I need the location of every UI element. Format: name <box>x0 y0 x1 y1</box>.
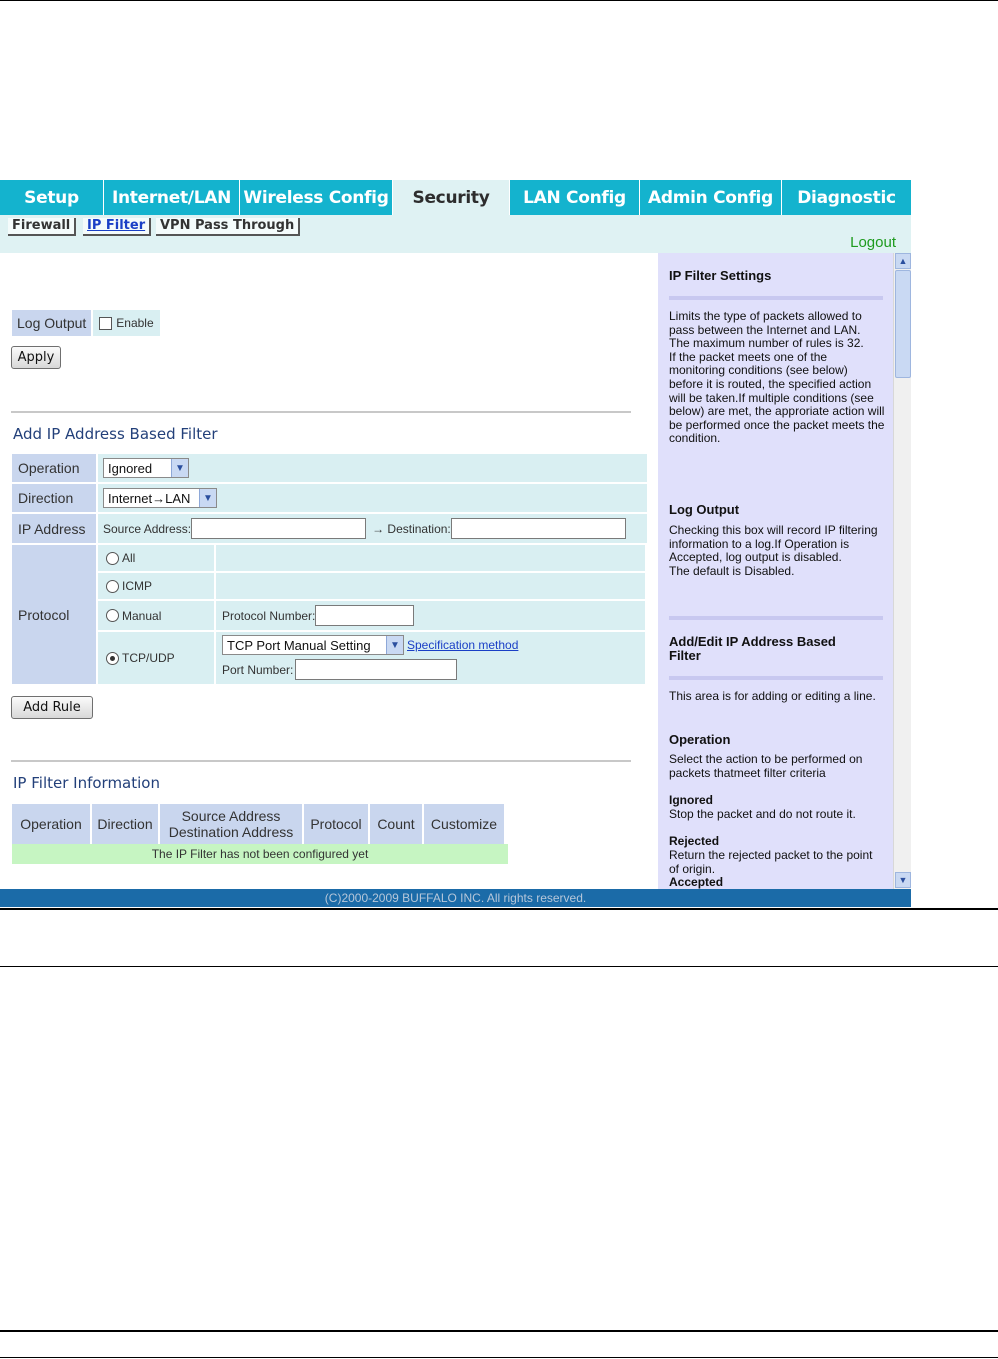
main-content <box>0 253 658 889</box>
chevron-down-icon: ▼ <box>199 489 216 507</box>
bottom-rule-thin <box>0 1357 998 1358</box>
source-address-label: Source Address: <box>103 521 192 536</box>
bottom-rule-thick <box>0 1330 998 1332</box>
tcp-port-setting-select[interactable] <box>222 635 404 655</box>
header-customize: Customize <box>424 804 504 844</box>
help-scrollbar[interactable] <box>893 253 911 889</box>
direction-row <box>12 484 647 512</box>
tab-admin-config[interactable]: Admin Config <box>640 180 782 215</box>
help-divider <box>669 616 883 620</box>
help-pane <box>658 253 893 889</box>
header-count: Count <box>370 804 422 844</box>
help-divider <box>669 676 883 680</box>
add-rule-button[interactable]: Add Rule <box>11 696 93 719</box>
help-rejected-title: Rejected <box>669 834 720 848</box>
destination-label: → Destination: <box>372 521 451 536</box>
scroll-down-icon[interactable]: ▼ <box>895 872 911 888</box>
divider-rule-thin <box>0 966 998 967</box>
protocol-all-label: All <box>122 551 136 565</box>
port-number-input[interactable] <box>295 659 457 680</box>
source-address-input[interactable] <box>191 518 366 539</box>
help-divider <box>669 296 883 300</box>
protocol-manual-label: Manual <box>122 608 162 623</box>
tab-lan-config[interactable]: LAN Config <box>510 180 640 215</box>
chevron-down-icon: ▼ <box>386 636 403 654</box>
scrollbar-thumb[interactable] <box>895 270 911 378</box>
protocol-tcpudp-label: TCP/UDP <box>122 651 175 665</box>
protocol-icmp-cell <box>98 573 214 599</box>
protocol-number-label: Protocol Number: <box>222 608 316 623</box>
ip-filter-empty-message: The IP Filter has not been configured yet <box>12 844 508 864</box>
top-rule <box>0 0 998 1</box>
protocol-manual-cell <box>98 601 214 630</box>
help-operation-text: Select the action to be performed on packets thatmeet filter criteria <box>669 752 863 780</box>
chevron-down-icon: ▼ <box>171 459 188 477</box>
operation-select[interactable] <box>103 458 189 478</box>
subtab-vpn-pass-through[interactable]: VPN Pass Through <box>156 218 300 236</box>
ip-filter-info-title: IP Filter Information <box>13 774 160 792</box>
tcp-settings-cell <box>216 632 645 684</box>
section-divider-1 <box>11 411 631 413</box>
protocol-number-input[interactable] <box>315 605 414 626</box>
ip-address-label: IP Address <box>12 514 96 543</box>
header-direction: Direction <box>92 804 158 844</box>
router-admin-screenshot <box>0 180 911 907</box>
help-add-edit-title: Add/Edit IP Address Based Filter <box>669 634 836 663</box>
help-add-edit-text: This area is for adding or editing a line. <box>669 689 876 703</box>
header-operation: Operation <box>12 804 90 844</box>
help-accepted-title: Accepted <box>669 875 724 889</box>
destination-address-input[interactable] <box>451 518 626 539</box>
specification-method-link[interactable]: Specification method <box>407 638 519 652</box>
section-divider-2 <box>11 760 631 762</box>
help-log-output-text: Checking this box will record IP filtering information to a log.If Operation is Accepted, log output is disabled. The default is Disabled. <box>669 523 878 578</box>
operation-row <box>12 454 647 482</box>
subtab-ip-filter[interactable]: IP Filter <box>83 218 151 236</box>
protocol-all-radio[interactable] <box>106 552 119 565</box>
ip-filter-info-header <box>12 804 504 844</box>
divider-rule-thick <box>0 908 998 910</box>
header-destination-address: Destination Address <box>168 824 294 840</box>
tcp-port-setting-value: TCP Port Manual Setting <box>227 637 371 653</box>
copyright-footer: (C)2000-2009 BUFFALO INC. All rights reserved. <box>0 889 911 907</box>
direction-value-cell <box>98 484 647 512</box>
operation-label: Operation <box>12 454 96 482</box>
tab-setup[interactable]: Setup <box>0 180 104 215</box>
protocol-tcpudp-cell <box>98 632 214 684</box>
help-intro: Limits the type of packets allowed to pass between the Internet and LAN. The maximum number of rules is 32. If the packet meets one of the monitoring conditions (see below) before it is routed, the specified action will be taken.If multiple conditions (see below) are met, the approriate action will be performed once the packet meets the condition. <box>669 309 885 446</box>
apply-button[interactable]: Apply <box>11 346 61 369</box>
sub-tab-bar <box>0 215 911 253</box>
tab-wireless-config[interactable]: Wireless Config <box>240 180 393 215</box>
protocol-all-cell <box>98 545 214 571</box>
ip-address-row <box>12 514 647 543</box>
help-rejected-text: Return the rejected packet to the point of origin. <box>669 848 873 876</box>
main-tab-bar <box>0 180 911 215</box>
protocol-manual-radio[interactable] <box>106 609 119 622</box>
operation-value-cell <box>98 454 647 482</box>
help-operation-title: Operation <box>669 732 731 747</box>
log-output-label: Log Output <box>12 310 91 336</box>
protocol-label-cell-wrap <box>12 545 96 684</box>
log-output-checkbox[interactable] <box>99 317 112 330</box>
operation-select-value: Ignored <box>108 460 153 476</box>
help-ignored-text: Stop the packet and do not route it. <box>669 807 856 821</box>
log-output-enable-cell <box>93 310 159 336</box>
help-log-output-title: Log Output <box>669 502 740 517</box>
direction-select-value: Internet→LAN <box>108 490 191 506</box>
header-source-address: Source Address <box>181 808 281 824</box>
log-output-enable-label: Enable <box>116 316 154 330</box>
protocol-icmp-label: ICMP <box>122 579 152 593</box>
protocol-label: Protocol <box>12 545 96 684</box>
protocol-icmp-radio[interactable] <box>106 580 119 593</box>
subtab-firewall[interactable]: Firewall <box>8 218 76 236</box>
protocol-tcpudp-radio[interactable] <box>106 652 119 665</box>
add-filter-title: Add IP Address Based Filter <box>13 425 218 443</box>
logout-link[interactable]: Logout <box>850 234 896 251</box>
protocol-all-blank <box>216 545 645 571</box>
protocol-icmp-blank <box>216 573 645 599</box>
tab-internet-lan[interactable]: Internet/LAN <box>104 180 240 215</box>
tab-diagnostic[interactable]: Diagnostic <box>782 180 911 215</box>
header-protocol: Protocol <box>304 804 368 844</box>
help-ignored-title: Ignored <box>669 793 713 807</box>
port-number-label: Port Number: <box>222 662 294 677</box>
tab-security[interactable]: Security <box>393 180 510 215</box>
log-output-row <box>12 310 160 336</box>
header-addresses <box>160 804 302 844</box>
scroll-up-icon[interactable]: ▲ <box>895 253 911 269</box>
help-title: IP Filter Settings <box>669 268 772 283</box>
ip-address-value-cell <box>98 514 647 543</box>
direction-select[interactable] <box>103 488 217 508</box>
protocol-number-cell <box>216 601 645 630</box>
direction-label: Direction <box>12 484 96 512</box>
